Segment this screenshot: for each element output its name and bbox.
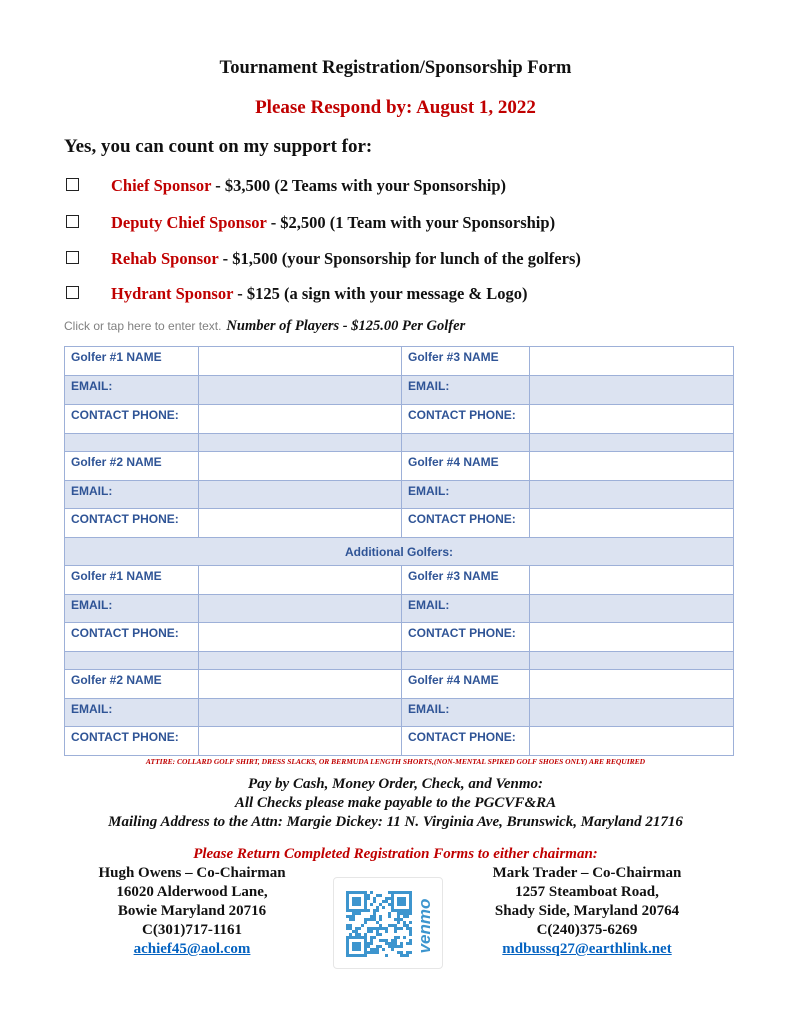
field-label: CONTACT PHONE: bbox=[402, 405, 530, 434]
field-label: CONTACT PHONE: bbox=[65, 623, 199, 652]
field-label: Golfer #1 NAME bbox=[65, 347, 199, 376]
support-intro: Yes, you can count on my support for: bbox=[64, 136, 373, 157]
field-label: Golfer #1 NAME bbox=[65, 566, 199, 595]
additional-golfer-4-phone-field[interactable] bbox=[530, 727, 734, 756]
golfer-2-name-field[interactable] bbox=[199, 452, 402, 481]
additional-golfer-1-email-field[interactable] bbox=[199, 595, 402, 623]
table-row bbox=[65, 595, 734, 623]
spacer-row bbox=[65, 652, 734, 670]
table-row bbox=[65, 452, 734, 481]
field-label: EMAIL: bbox=[65, 595, 199, 623]
chairman-email-link[interactable]: mdbussq27@earthlink.net bbox=[502, 941, 672, 957]
table-row bbox=[65, 623, 734, 652]
chairman-city: Bowie Maryland 20716 bbox=[117, 903, 267, 919]
table-row bbox=[65, 347, 734, 376]
chairman-left bbox=[62, 864, 322, 959]
golfer-3-phone-field[interactable] bbox=[530, 405, 734, 434]
checkbox[interactable] bbox=[66, 178, 79, 191]
field-label: EMAIL: bbox=[402, 376, 530, 405]
field-label: CONTACT PHONE: bbox=[65, 509, 199, 538]
golfer-3-email-field[interactable] bbox=[530, 376, 734, 405]
field-label: Golfer #4 NAME bbox=[402, 670, 530, 699]
players-input-placeholder[interactable]: Click or tap here to enter text. bbox=[64, 319, 222, 333]
chairman-name: Hugh Owens – Co-Chairman bbox=[98, 865, 286, 881]
option-name: Chief Sponsor bbox=[111, 176, 212, 195]
table-row bbox=[65, 481, 734, 509]
field-label: Golfer #2 NAME bbox=[65, 670, 199, 699]
option-hydrant-sponsor[interactable] bbox=[66, 284, 766, 308]
field-label: EMAIL: bbox=[65, 376, 199, 405]
return-instructions: Please Return Completed Registration Forms to either chairman: bbox=[193, 846, 598, 862]
option-detail: - $1,500 (your Sponsorship for lunch of the golfers) bbox=[218, 249, 581, 268]
additional-golfer-3-name-field[interactable] bbox=[530, 566, 734, 595]
field-label: EMAIL: bbox=[402, 699, 530, 727]
checkbox[interactable] bbox=[66, 251, 79, 264]
field-label: EMAIL: bbox=[402, 481, 530, 509]
registration-table bbox=[64, 346, 734, 756]
chairman-phone: C(240)375-6269 bbox=[536, 922, 638, 938]
section-heading: Additional Golfers: bbox=[65, 538, 734, 566]
additional-golfer-2-email-field[interactable] bbox=[199, 699, 402, 727]
golfer-1-phone-field[interactable] bbox=[199, 405, 402, 434]
additional-golfer-3-phone-field[interactable] bbox=[530, 623, 734, 652]
field-label: Golfer #3 NAME bbox=[402, 566, 530, 595]
additional-golfer-2-name-field[interactable] bbox=[199, 670, 402, 699]
option-rehab-sponsor[interactable] bbox=[66, 249, 766, 273]
golfer-4-name-field[interactable] bbox=[530, 452, 734, 481]
additional-golfer-1-phone-field[interactable] bbox=[199, 623, 402, 652]
chairman-street: 1257 Steamboat Road, bbox=[515, 884, 659, 900]
field-label: CONTACT PHONE: bbox=[65, 727, 199, 756]
field-label: CONTACT PHONE: bbox=[65, 405, 199, 434]
form-title: Tournament Registration/Sponsorship Form bbox=[219, 58, 572, 78]
mailing-address: Mailing Address to the Attn: Margie Dickey: 11 N. Virginia Ave, Brunswick, Maryland 21716 bbox=[108, 814, 683, 830]
additional-golfer-2-phone-field[interactable] bbox=[199, 727, 402, 756]
table-row bbox=[65, 670, 734, 699]
table-row bbox=[65, 566, 734, 595]
table-row bbox=[65, 405, 734, 434]
option-detail: - $125 (a sign with your message & Logo) bbox=[233, 284, 528, 303]
venmo-qr-card[interactable] bbox=[333, 877, 443, 969]
checkbox[interactable] bbox=[66, 215, 79, 228]
option-deputy-chief-sponsor[interactable] bbox=[66, 213, 766, 237]
option-name: Hydrant Sponsor bbox=[111, 284, 234, 303]
chairman-name: Mark Trader – Co-Chairman bbox=[492, 865, 682, 881]
additional-golfer-3-email-field[interactable] bbox=[530, 595, 734, 623]
golfer-2-phone-field[interactable] bbox=[199, 509, 402, 538]
table-row bbox=[65, 727, 734, 756]
field-label: CONTACT PHONE: bbox=[402, 509, 530, 538]
golfer-1-name-field[interactable] bbox=[199, 347, 402, 376]
option-chief-sponsor[interactable] bbox=[66, 176, 766, 200]
attire-notice: ATTIRE: COLLARD GOLF SHIRT, DRESS SLACKS, OR BERMUDA LENGTH SHORTS,(NON-MENTAL SPIKED GOLF SHOES ONLY) ARE REQUIRED bbox=[145, 757, 646, 766]
additional-golfer-1-name-field[interactable] bbox=[199, 566, 402, 595]
check-payable: All Checks please make payable to the PGCVF&RA bbox=[234, 795, 557, 811]
chairman-email-link[interactable]: achief45@aol.com bbox=[133, 941, 251, 957]
players-row bbox=[64, 317, 465, 335]
option-name: Rehab Sponsor bbox=[111, 249, 219, 268]
field-label: CONTACT PHONE: bbox=[402, 623, 530, 652]
spacer-row bbox=[65, 434, 734, 452]
golfer-3-name-field[interactable] bbox=[530, 347, 734, 376]
checkbox[interactable] bbox=[66, 286, 79, 299]
chairman-city: Shady Side, Maryland 20764 bbox=[494, 903, 680, 919]
respond-deadline: Please Respond by: August 1, 2022 bbox=[255, 97, 536, 118]
field-label: EMAIL: bbox=[65, 481, 199, 509]
additional-golfer-4-name-field[interactable] bbox=[530, 670, 734, 699]
additional-golfers-header bbox=[65, 538, 734, 566]
chairman-street: 16020 Alderwood Lane, bbox=[116, 884, 268, 900]
field-label: CONTACT PHONE: bbox=[402, 727, 530, 756]
table-row bbox=[65, 699, 734, 727]
golfer-1-email-field[interactable] bbox=[199, 376, 402, 405]
chairman-right bbox=[457, 864, 717, 959]
field-label: Golfer #3 NAME bbox=[402, 347, 530, 376]
field-label: Golfer #2 NAME bbox=[65, 452, 199, 481]
option-detail: - $2,500 (1 Team with your Sponsorship) bbox=[266, 213, 556, 232]
venmo-logo: venmo bbox=[415, 898, 434, 954]
option-detail: - $3,500 (2 Teams with your Sponsorship) bbox=[211, 176, 507, 195]
table-row bbox=[65, 509, 734, 538]
option-name: Deputy Chief Sponsor bbox=[111, 213, 267, 232]
additional-golfer-4-email-field[interactable] bbox=[530, 699, 734, 727]
qr-code-icon bbox=[334, 878, 442, 968]
golfer-2-email-field[interactable] bbox=[199, 481, 402, 509]
golfer-4-phone-field[interactable] bbox=[530, 509, 734, 538]
field-label: EMAIL: bbox=[402, 595, 530, 623]
players-label: Number of Players - $125.00 Per Golfer bbox=[226, 318, 466, 334]
chairman-phone: C(301)717-1161 bbox=[142, 922, 242, 938]
table-row bbox=[65, 376, 734, 405]
golfer-4-email-field[interactable] bbox=[530, 481, 734, 509]
field-label: EMAIL: bbox=[65, 699, 199, 727]
payment-methods: Pay by Cash, Money Order, Check, and Venmo: bbox=[247, 776, 543, 792]
field-label: Golfer #4 NAME bbox=[402, 452, 530, 481]
